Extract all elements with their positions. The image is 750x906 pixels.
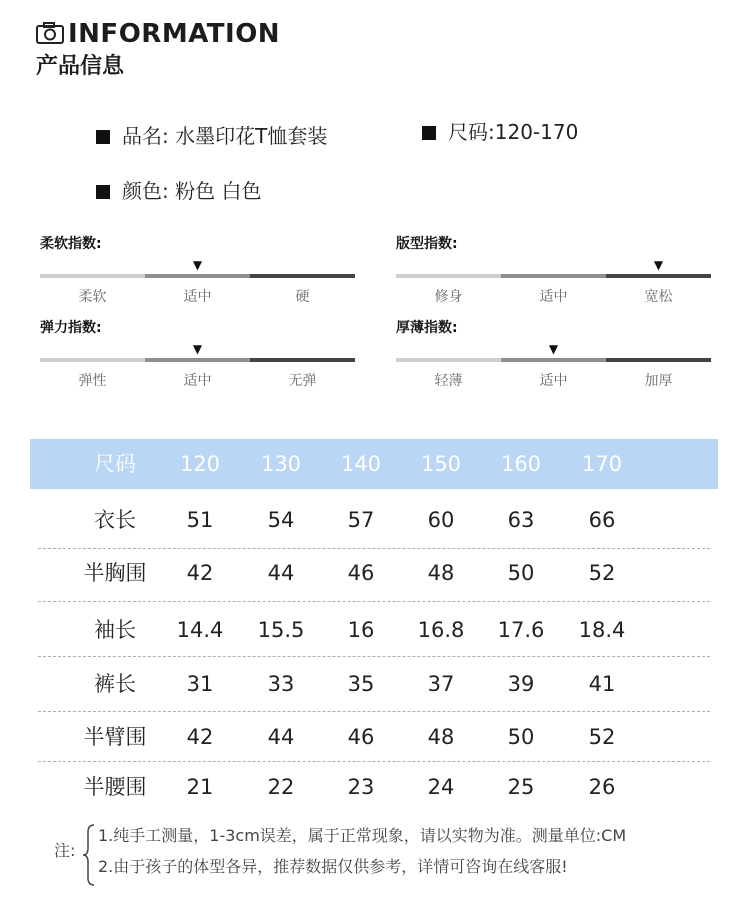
- selected-marker-icon: ▼: [548, 342, 559, 356]
- index-scale-bar: [40, 274, 355, 278]
- table-cell: 14.4: [176, 618, 224, 642]
- table-cell: 25: [507, 775, 535, 799]
- table-cell: 63: [507, 508, 535, 532]
- row-divider: [38, 761, 710, 762]
- table-cell: 48: [427, 725, 455, 749]
- table-cell: 39: [507, 672, 535, 696]
- table-cell: 16: [347, 618, 375, 642]
- index-label: 适中: [539, 289, 568, 305]
- row-divider: [38, 711, 710, 712]
- index-elasticity: [40, 318, 355, 390]
- title-chinese: 产品信息: [36, 54, 125, 79]
- table-cell: 52: [588, 725, 616, 749]
- color-value: 粉色 白色: [175, 179, 262, 203]
- index-title: 版型指数:: [396, 236, 458, 252]
- index-title: 厚薄指数:: [396, 320, 458, 336]
- table-cell: 18.4: [578, 618, 626, 642]
- index-thickness: [396, 318, 711, 390]
- table-cell: 54: [267, 508, 295, 532]
- table-cell: 42: [186, 725, 214, 749]
- name-label: 品名:: [122, 124, 169, 148]
- table-cell: 46: [347, 561, 375, 585]
- table-cell: 60: [427, 508, 455, 532]
- table-cell: 48: [427, 561, 455, 585]
- index-scale-bar: [396, 274, 711, 278]
- row-label: 袖长: [94, 618, 136, 642]
- table-cell: 22: [267, 775, 295, 799]
- table-cell: 50: [507, 725, 535, 749]
- index-label: 轻薄: [434, 373, 463, 389]
- header-size-cell: 130: [260, 452, 302, 476]
- index-label: 适中: [183, 373, 212, 389]
- row-label: 裤长: [94, 672, 136, 696]
- row-label: 半胸围: [83, 561, 147, 585]
- table-cell: 26: [588, 775, 616, 799]
- row-label: 半腰围: [83, 775, 147, 799]
- index-label: 适中: [539, 373, 568, 389]
- table-cell: 44: [267, 725, 295, 749]
- table-cell: 15.5: [257, 618, 305, 642]
- header-size-cell: 150: [420, 452, 462, 476]
- table-cell: 52: [588, 561, 616, 585]
- index-softness: [40, 234, 355, 306]
- index-label: 硬: [295, 289, 310, 305]
- index-scale-bar: [40, 358, 355, 362]
- row-divider: [38, 548, 710, 549]
- name-value: 水墨印花T恤套装: [175, 124, 328, 148]
- index-fit: [396, 234, 711, 306]
- index-label: 柔软: [78, 289, 107, 305]
- header-size-cell: 160: [500, 452, 542, 476]
- selected-marker-icon: ▼: [192, 258, 203, 272]
- table-cell: 44: [267, 561, 295, 585]
- selected-marker-icon: ▼: [653, 258, 664, 272]
- table-cell: 37: [427, 672, 455, 696]
- color-label: 颜色:: [122, 179, 169, 203]
- table-cell: 31: [186, 672, 214, 696]
- table-cell: 16.8: [417, 618, 465, 642]
- note-line-2: 2.由于孩子的体型各异，推荐数据仅供参考，详情可咨询在线客服!: [98, 857, 568, 876]
- table-cell: 46: [347, 725, 375, 749]
- index-label: 适中: [183, 289, 212, 305]
- note-line-1: 1.纯手工测量，1-3cm误差，属于正常现象，请以实物为准。测量单位:CM: [98, 826, 627, 845]
- table-cell: 33: [267, 672, 295, 696]
- row-label: 半臂围: [83, 725, 147, 749]
- size-value: 120-170: [494, 120, 579, 144]
- selected-marker-icon: ▼: [192, 342, 203, 356]
- index-label: 无弹: [288, 373, 317, 389]
- product-name-row: [96, 122, 327, 150]
- index-title: 弹力指数:: [40, 320, 102, 336]
- title-english: INFORMATION: [68, 19, 281, 49]
- table-cell: 17.6: [497, 618, 545, 642]
- index-title: 柔软指数:: [40, 236, 102, 252]
- header-size-cell: 120: [179, 452, 221, 476]
- size-label: 尺码:: [448, 120, 495, 144]
- bullet-square-icon: [96, 130, 110, 144]
- row-divider: [38, 601, 710, 602]
- camera-icon: [36, 22, 64, 44]
- row-divider: [38, 656, 710, 657]
- header-label: 尺码: [94, 452, 136, 476]
- index-label: 宽松: [644, 289, 673, 305]
- table-cell: 42: [186, 561, 214, 585]
- table-cell: 35: [347, 672, 375, 696]
- header-size-cell: 170: [581, 452, 623, 476]
- index-scale-bar: [396, 358, 711, 362]
- table-cell: 23: [347, 775, 375, 799]
- bullet-square-icon: [96, 185, 110, 199]
- table-cell: 57: [347, 508, 375, 532]
- table-cell: 24: [427, 775, 455, 799]
- index-label: 加厚: [644, 373, 673, 389]
- bullet-square-icon: [422, 126, 436, 140]
- size-range-row: [422, 118, 578, 146]
- table-cell: 21: [186, 775, 214, 799]
- brace-icon: [82, 824, 96, 886]
- table-cell: 51: [186, 508, 214, 532]
- row-label: 衣长: [94, 508, 136, 532]
- color-row: [96, 177, 261, 205]
- index-label: 弹性: [78, 373, 107, 389]
- notes-prefix: 注:: [54, 841, 76, 860]
- table-cell: 50: [507, 561, 535, 585]
- table-cell: 66: [588, 508, 616, 532]
- header-size-cell: 140: [340, 452, 382, 476]
- index-label: 修身: [434, 289, 463, 305]
- table-cell: 41: [588, 672, 616, 696]
